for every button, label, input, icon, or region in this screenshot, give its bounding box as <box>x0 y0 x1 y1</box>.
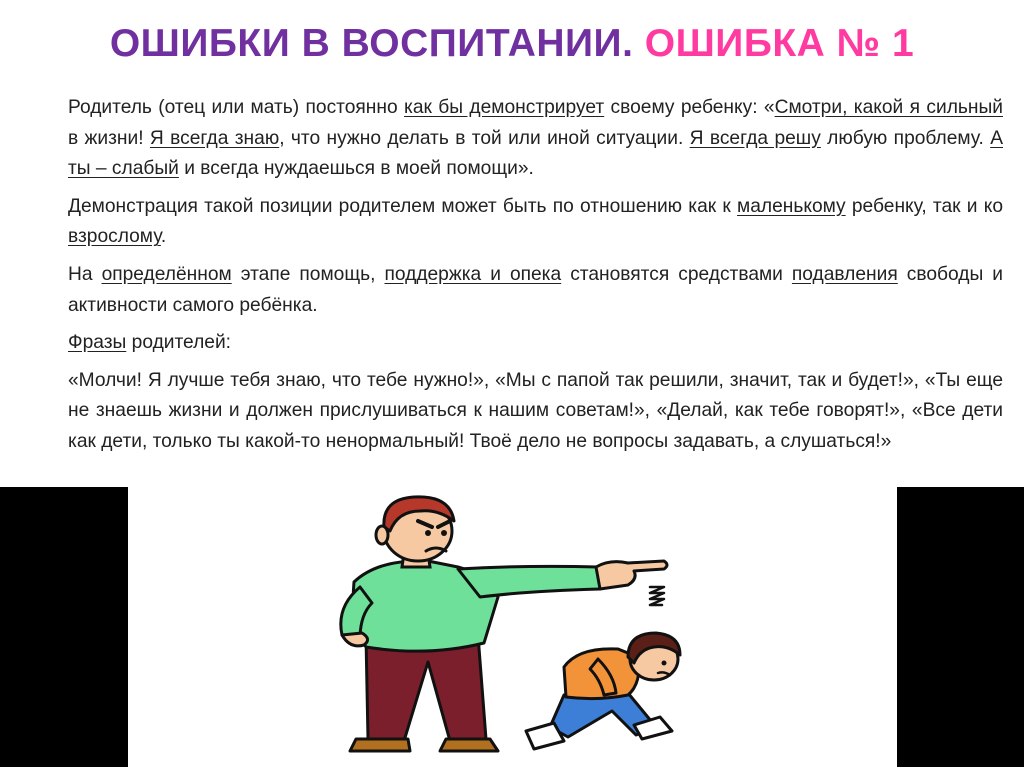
text-span: свободы и активности самого ребёнка. <box>68 263 1003 316</box>
text-span: . <box>160 226 167 248</box>
underlined-phrase: А ты – слабый <box>68 127 1003 180</box>
text-span: Родитель (отец или мать) постоянно <box>68 97 405 118</box>
underlined-phrase: поддержка и опека <box>384 263 562 285</box>
text-span: родителей: <box>126 332 231 354</box>
slide-title <box>0 22 1024 66</box>
adult-head <box>376 497 454 561</box>
text-span: становятся средствами <box>561 263 792 285</box>
title-accent: ОШИБКА № 1 <box>644 22 915 65</box>
paragraph-5: «Молчи! Я лучше тебя знаю, что тебе нужно!», «Мы с папой так решили, значит, так и будет!», «Ты еще не знаешь жизни и должен прислушиваться к нашим советам!», «Делай, как тебе говорят!», «Все дети как дети, только ты какой-то ненормальный! Твоё дело не вопросы задавать, а слушаться!» <box>68 369 1003 452</box>
hip-hand <box>342 633 368 646</box>
text-content <box>68 93 1003 465</box>
paragraph-1 <box>68 93 1003 185</box>
title-main: ОШИБКИ В ВОСПИТАНИИ. <box>109 22 634 65</box>
text-span: Демонстрация такой позиции родителем может быть по отношению как к <box>68 195 738 217</box>
scolding-parent-illustration <box>128 487 897 767</box>
paragraph-4 <box>68 328 1003 359</box>
underlined-phrase: как бы демонстрирует <box>404 97 605 118</box>
text-span: ребенку, так и ко <box>845 195 1003 217</box>
illustration-svg <box>128 487 897 767</box>
child-head <box>628 633 680 680</box>
adult-shoes <box>350 739 498 751</box>
underlined-phrase: маленькому <box>737 195 846 217</box>
underlined-phrase: взрослому <box>68 226 161 248</box>
stress-scribble-icon <box>650 587 664 605</box>
black-band-right <box>897 487 1024 767</box>
text-span: и всегда нуждаешься в моей помощи». <box>178 158 534 180</box>
text-span: На <box>68 263 102 285</box>
black-band-left <box>0 487 128 767</box>
underlined-phrase: Фразы <box>68 332 127 354</box>
text-span: в жизни! <box>68 127 150 149</box>
underlined-phrase: Смотри, какой я сильный <box>774 97 1003 118</box>
child-shoes <box>526 717 672 749</box>
text-span: любую проблему. <box>820 127 991 149</box>
text-span: своему ребенку: « <box>604 97 775 118</box>
pointing-hand <box>596 561 667 589</box>
paragraph-3 <box>68 260 1003 321</box>
text-span: этапе помощь, <box>231 263 385 285</box>
text-span: , что нужно делать в той или иной ситуации. <box>279 127 690 149</box>
paragraph-2 <box>68 192 1003 253</box>
underlined-phrase: Я всегда знаю <box>149 127 280 149</box>
underlined-phrase: определённом <box>101 263 232 285</box>
underlined-phrase: подавления <box>791 263 898 285</box>
underlined-phrase: Я всегда решу <box>689 127 821 149</box>
adult-shirt <box>341 561 600 651</box>
